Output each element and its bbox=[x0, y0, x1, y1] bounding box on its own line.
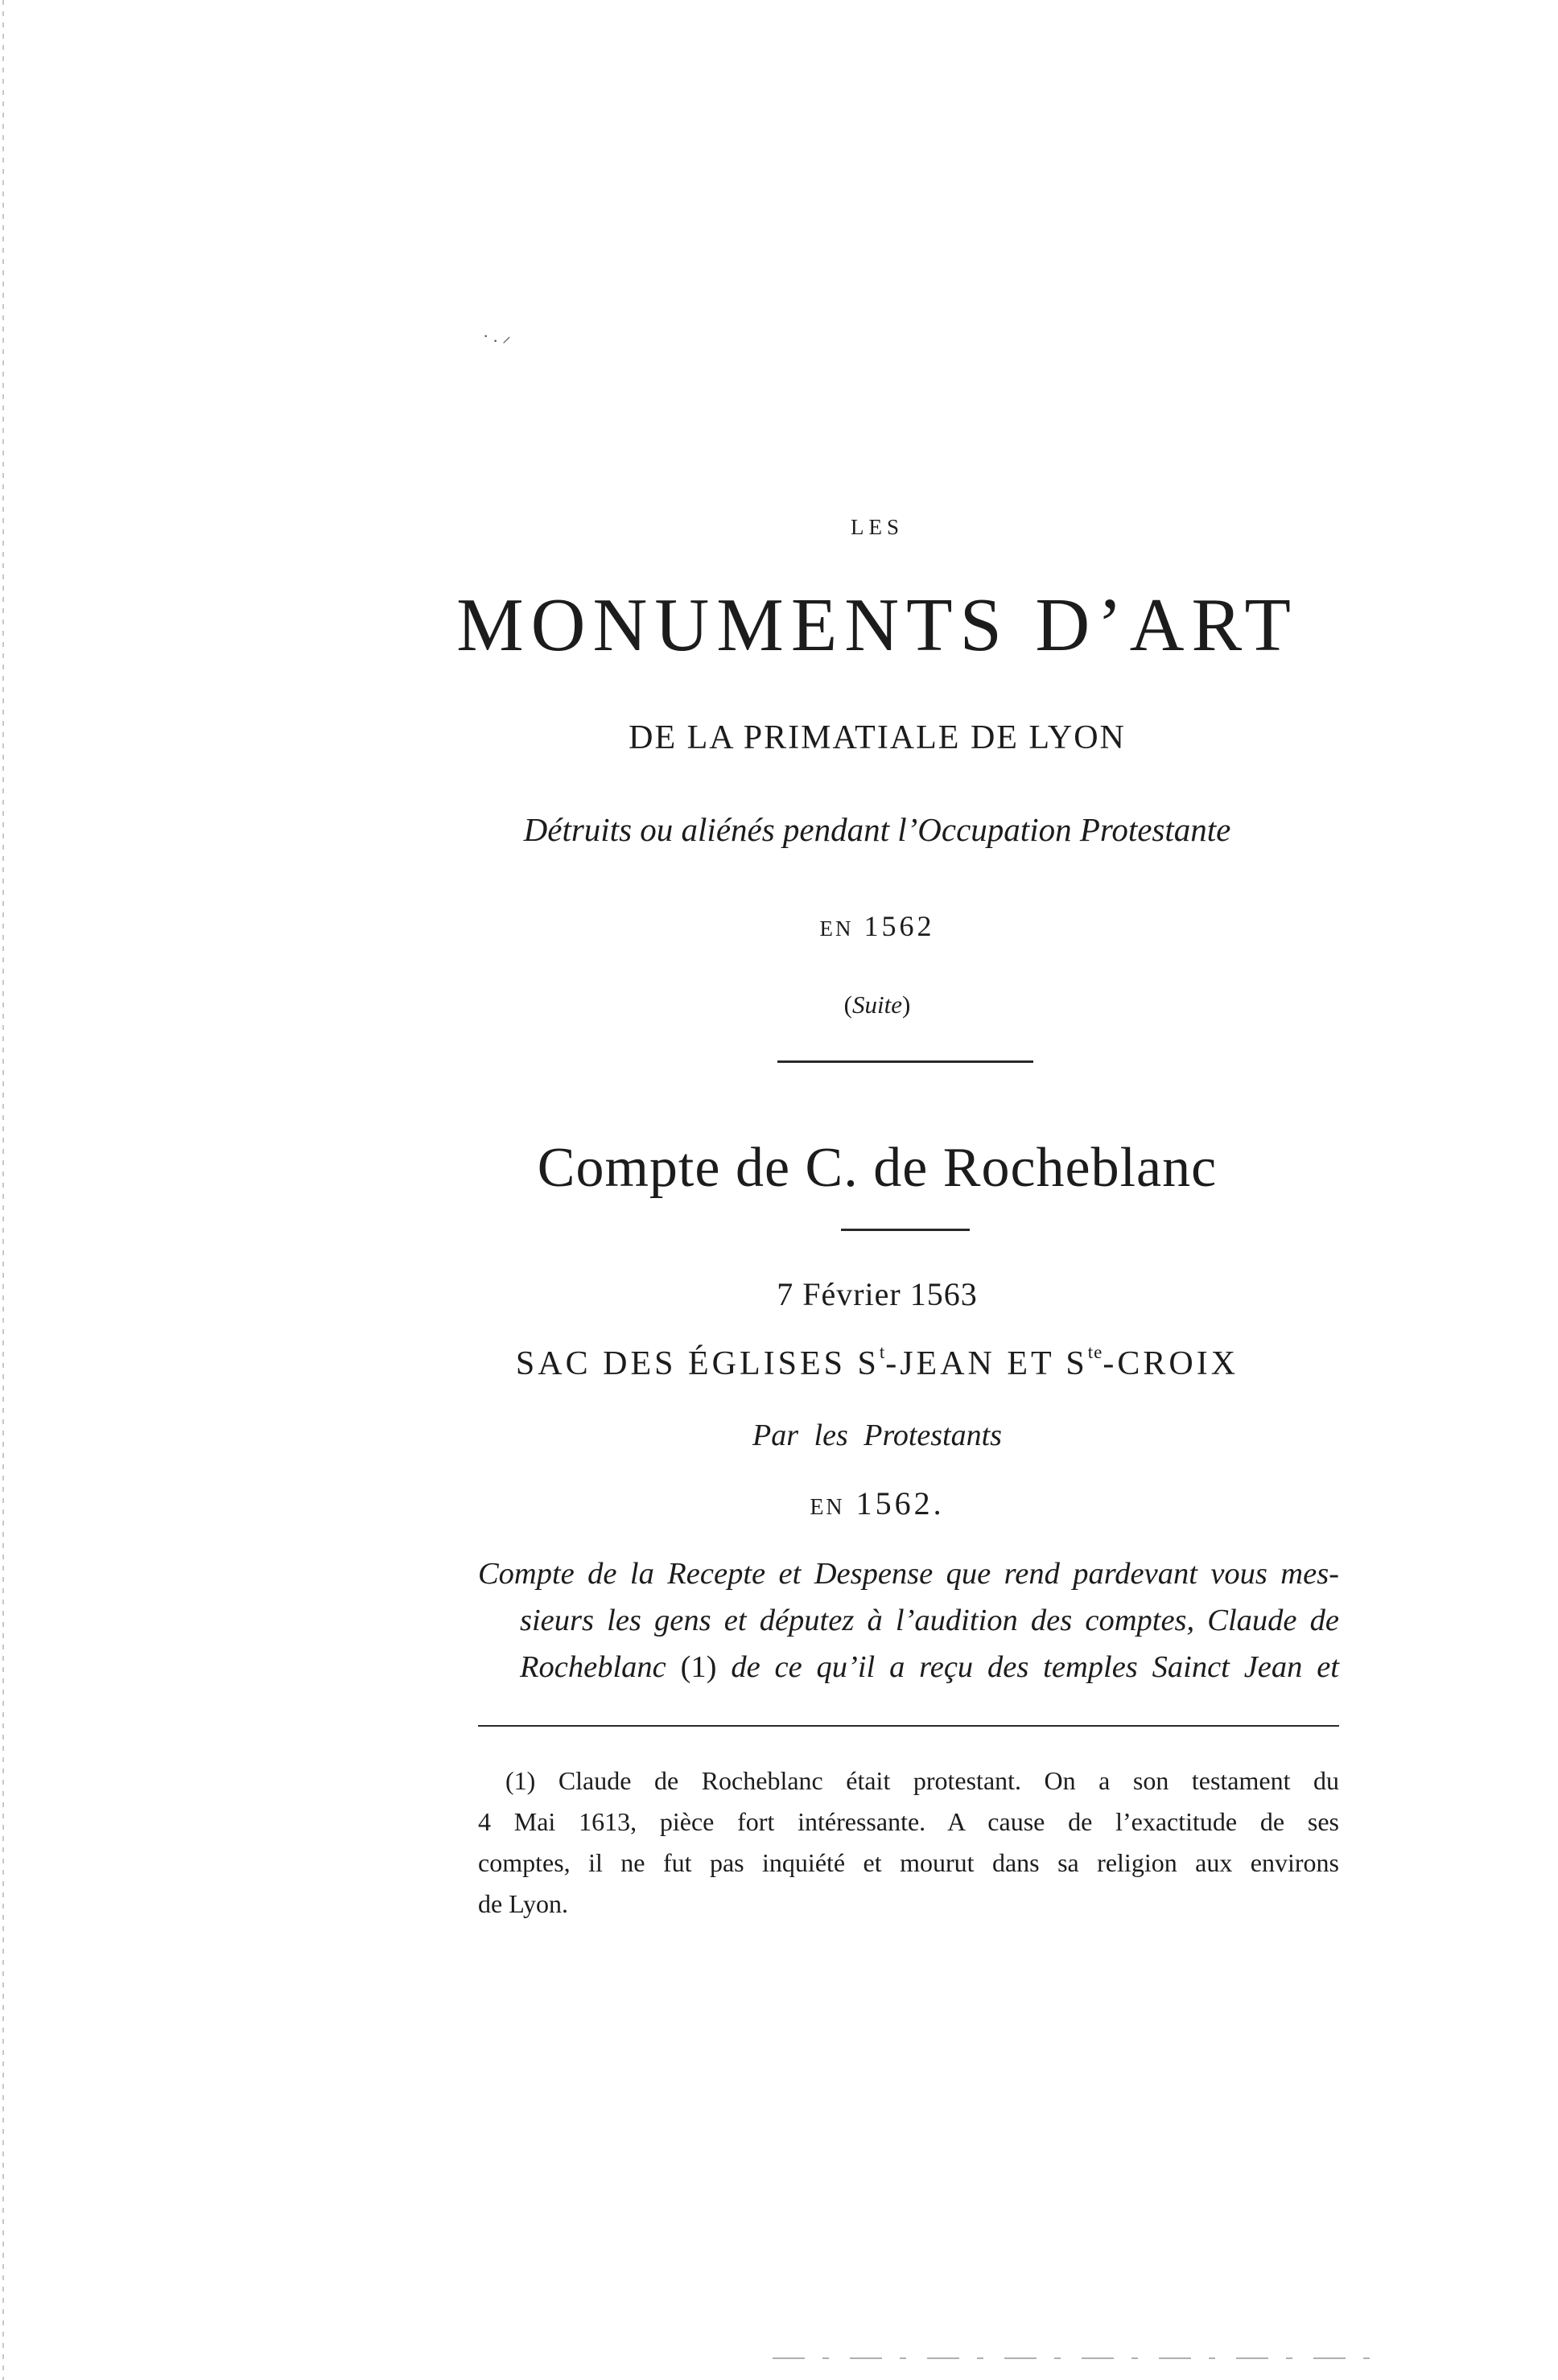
italic-subtitle: Détruits ou aliénés pendant l’Occupation Protestante bbox=[523, 811, 1231, 848]
page-title: MONUMENTS D’ART bbox=[456, 583, 1298, 667]
body-text: Rocheblanc bbox=[520, 1650, 681, 1684]
footnote-separator bbox=[478, 1725, 1339, 1727]
sac-heading bbox=[418, 1342, 1336, 1383]
year: 1562. bbox=[855, 1485, 945, 1521]
footnote-line: de Lyon. bbox=[478, 1889, 568, 1918]
par-line: Par les Protestants bbox=[752, 1419, 1002, 1452]
footnote-reference: (1) bbox=[680, 1650, 717, 1684]
en-word: EN bbox=[819, 916, 854, 941]
footnote-line: 4 Mai 1613, pièce fort intéressante. A cause de l’exactitude de ses bbox=[478, 1807, 1339, 1836]
body-paragraph bbox=[478, 1550, 1339, 1690]
en-word: EN bbox=[810, 1495, 845, 1520]
ste-superscript: te bbox=[1087, 1342, 1103, 1362]
subtitle: DE LA PRIMATIALE DE LYON bbox=[629, 719, 1126, 756]
body-line: Compte de la Recepte et Despense que rend pardevant vous mes- bbox=[478, 1557, 1339, 1591]
sac-text-1: SAC DES ÉGLISES S bbox=[515, 1345, 880, 1382]
les-heading: LES bbox=[850, 515, 904, 539]
suite-text: Suite bbox=[852, 990, 902, 1019]
sac-text-3: -CROIX bbox=[1103, 1345, 1239, 1382]
scan-speck: · . ⸝ bbox=[483, 326, 511, 346]
footnote bbox=[478, 1760, 1339, 1925]
divider-rule bbox=[777, 1060, 1033, 1063]
footnote-line: (1) Claude de Rocheblanc était protestant. On a son testament du bbox=[505, 1766, 1339, 1795]
st-superscript: t bbox=[879, 1342, 886, 1362]
body-text: de ce qu’il a reçu des temples Sainct Jean et bbox=[716, 1650, 1339, 1684]
scan-bottom-marks bbox=[773, 2357, 1384, 2359]
body-line: sieurs les gens et députez à l’audition des comptes, Claude de bbox=[520, 1604, 1339, 1637]
suite-label: (Suite) bbox=[843, 990, 911, 1019]
sac-text-2: -JEAN ET S bbox=[885, 1345, 1088, 1382]
body-line bbox=[478, 1644, 1339, 1690]
scan-edge bbox=[2, 0, 4, 2380]
section-title: Compte de C. de Rocheblanc bbox=[537, 1137, 1218, 1199]
year-line bbox=[418, 909, 1336, 943]
date-line: 7 Février 1563 bbox=[777, 1276, 978, 1312]
year-line-2 bbox=[418, 1484, 1336, 1522]
year: 1562 bbox=[863, 910, 935, 942]
footnote-line: comptes, il ne fut pas inquiété et mourut dans sa religion aux environs bbox=[478, 1848, 1339, 1877]
short-divider-rule bbox=[841, 1229, 970, 1231]
